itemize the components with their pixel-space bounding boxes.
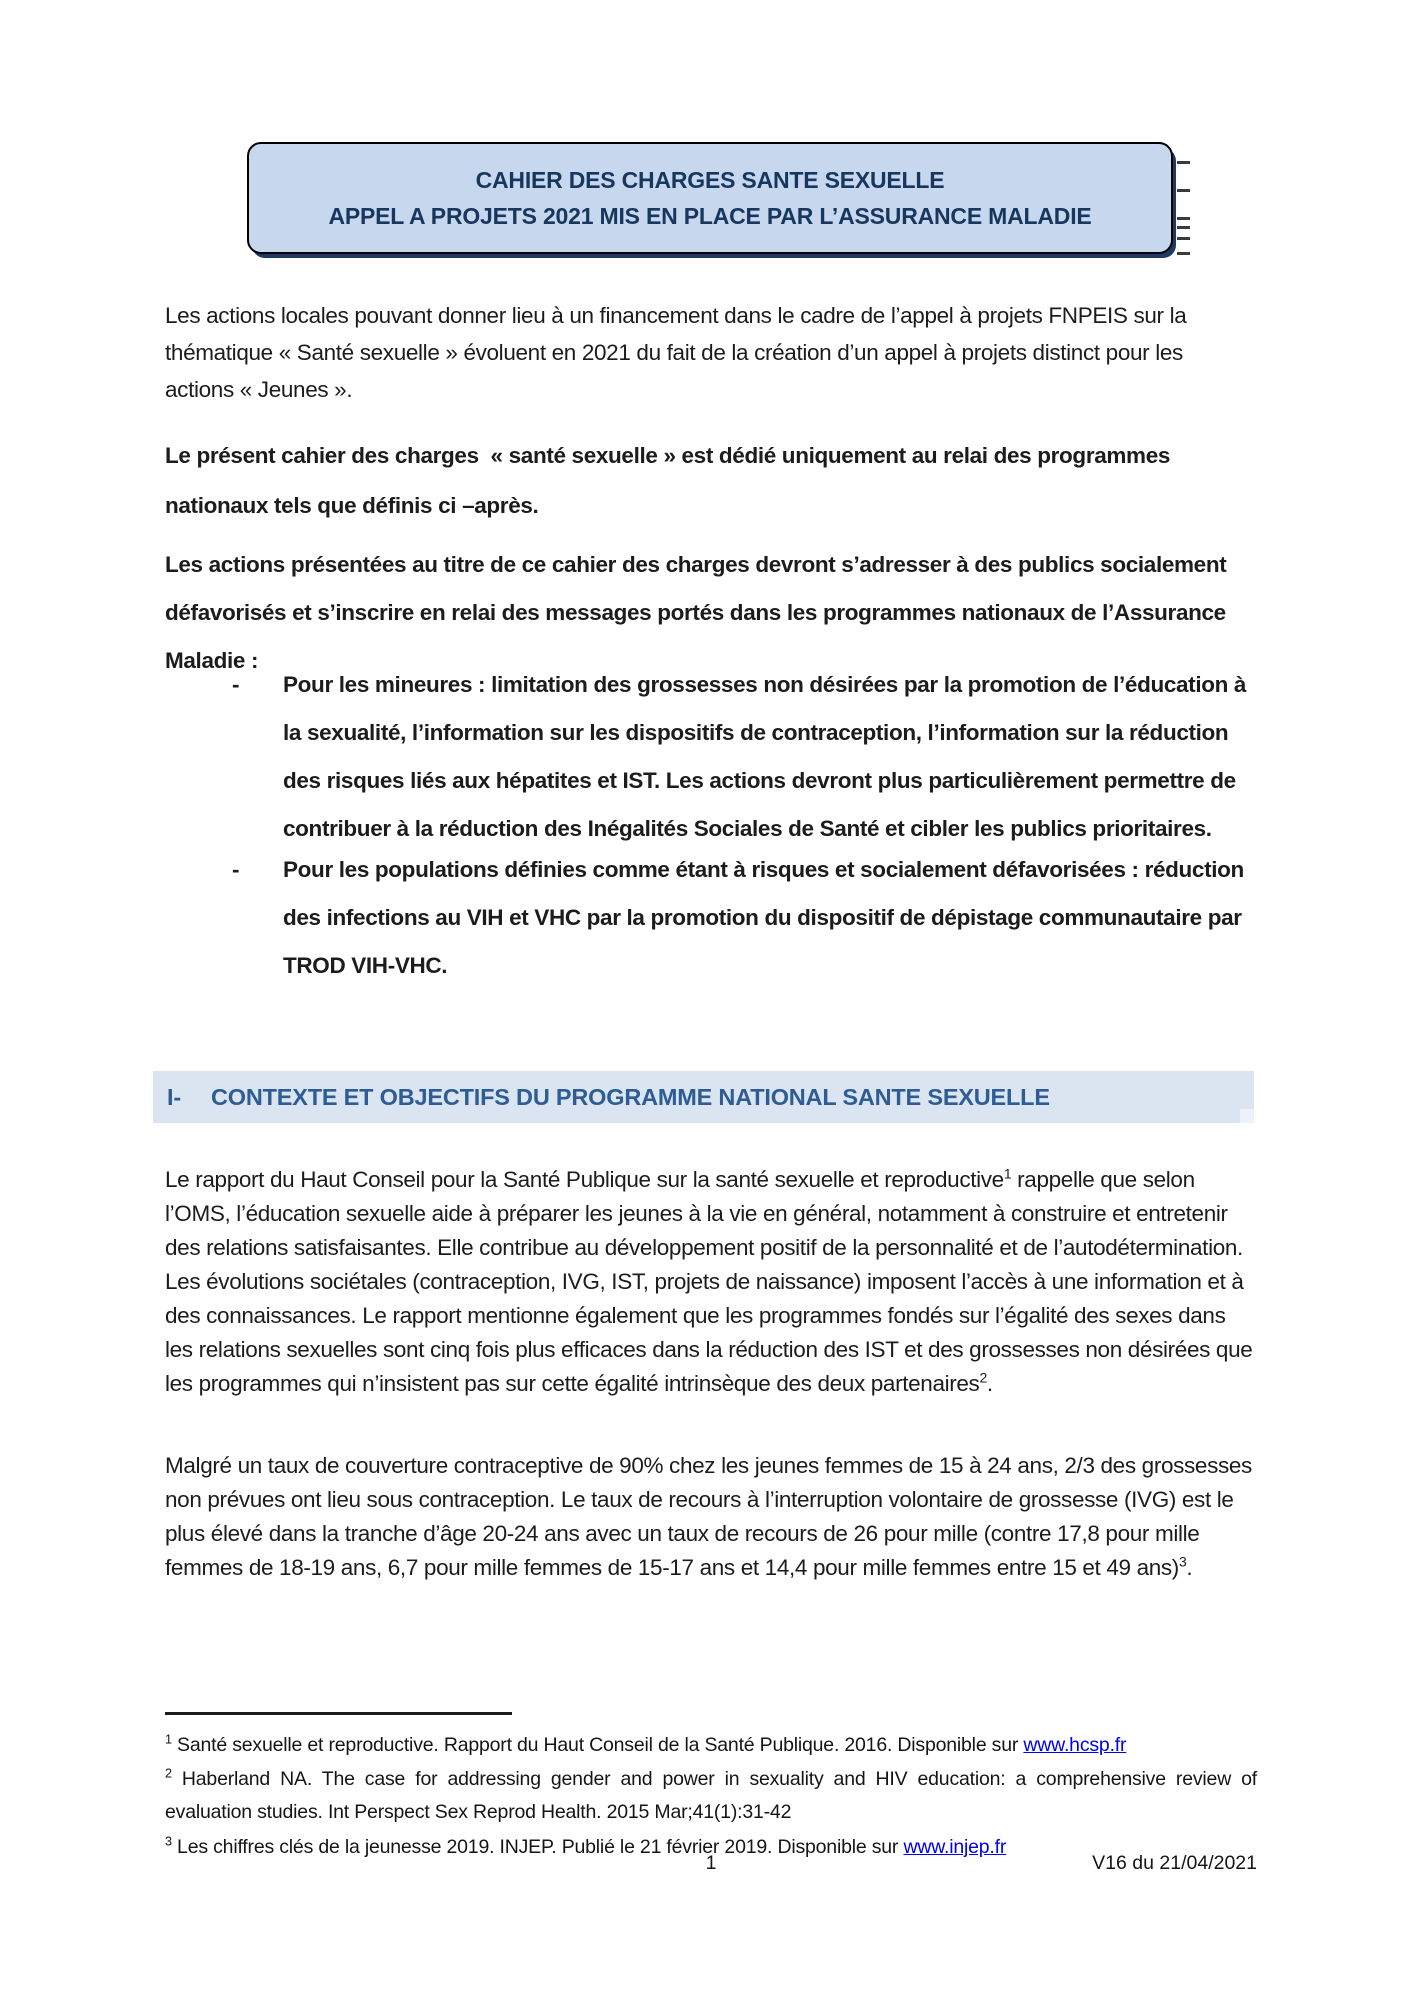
footnote-text: Haberland NA. The case for addressing gender and power in sexuality and HIV education: a comprehensive review of evaluation studies. Int Perspect Sex Reprod Health. 2015 Mar;41(1):31-42 [165,1768,1263,1823]
paragraph-intro: Les actions locales pouvant donner lieu à un financement dans le cadre de l’appel à projets FNPEIS sur la thématique « Santé sexuelle » évoluent en 2021 du fait de la création d’un appel à projets distinct pour les actions « Jeunes ». [165,303,1193,402]
list-item-text: Pour les populations définies comme étant à risques et socialement défavorisées : réduction des infections au VIH et VHC par la promotion du dispositif de dépistage communautaire par TROD VIH-VHC. [283,857,1250,978]
document-title-line2: APPEL A PROJETS 2021 MIS EN PLACE PAR L’ASSURANCE MALADIE [328,202,1092,229]
paragraph-context-2 [165,1449,1257,1585]
document-title-line1: CAHIER DES CHARGES SANTE SEXUELLE [475,166,945,193]
body-text: Malgré un taux de couverture contraceptive de 90% chez les jeunes femmes de 15 à 24 ans, 2/3 des grossesses non prévues ont lieu sous contraception. Le taux de recours à l’interruption volontaire de grossesse (IVG) est le plus élevé dans la tranche d’âge 20-24 ans avec un taux de recours de 26 pour mille (contre 17,8 pour mille femmes de 18-19 ans, 6,7 pour mille femmes de 15-17 ans et 14,4 pour mille femmes entre 15 et 49 ans) [165,1453,1258,1580]
footnote-ref-2: 2 [979,1369,987,1386]
footnote-separator [165,1712,512,1715]
footnote-text: Les chiffres clés de la jeunesse 2019. INJEP. Publié le 21 février 2019. Disponible sur [171,1836,904,1858]
bullet-dash: - [232,672,240,697]
page-number: 1 [705,1852,717,1874]
footnote-text: Santé sexuelle et reproductive. Rapport du Haut Conseil de la Santé Publique. 2016. Disponible sur [171,1734,1024,1756]
link-injep[interactable]: www.injep.fr [903,1836,1007,1858]
footnote-ref-3: 3 [1178,1553,1187,1570]
body-text: rappelle que selon l’OMS, l’éducation sexuelle aide à préparer les jeunes à la vie en général, notamment à construire et entretenir des relations satisfaisantes. Elle contribue au développement positif de la personnalité et de l’autodétermination. Les évolutions sociétales (contraception, IVG, IST, projets de naissance) imposent l’accès à une information et à des connaissances. Le rapport mentionne également que les programmes fondés sur l’égalité des sexes dans les relations sexuelles sont cinq fois plus efficaces dans la réduction des IST et des grossesses non désirées que les programmes qui n’insistent pas sur cette égalité intrinsèque des deux partenaires [165,1167,1259,1396]
version-label: V16 du 21/04/2021 [1092,1852,1257,1874]
body-text: Le rapport du Haut Conseil pour la Santé Publique sur la santé sexuelle et reproductive [165,1167,1004,1192]
list-item-text: Pour les mineures : limitation des grossesses non désirées par la promotion de l’éducation à la sexualité, l’information sur les dispositifs de contraception, l’information sur la réduction des risques liés aux hépatites et IST. Les actions devront plus particulièrement permettre de contribuer à la réduction des Inégalités Sociales de Santé et cibler les publics prioritaires. [283,672,1252,841]
footnote-marker: 3 [165,1834,172,1849]
body-text: . [986,1371,993,1396]
paragraph-publics: Les actions présentées au titre de ce cahier des charges devront s’adresser à des publics socialement défavorisés et s’inscrire en relai des messages portés dans les programmes nationaux de l’Assurance Maladie : [165,552,1233,673]
section-title: CONTEXTE ET OBJECTIFS DU PROGRAMME NATIONAL SANTE SEXUELLE [211,1083,1050,1110]
footnote-marker: 1 [165,1732,172,1747]
body-text: . [1186,1555,1193,1580]
footnote-2 [165,1763,1263,1829]
title-box [247,142,1173,254]
section-heading [153,1071,1254,1123]
link-hcsp[interactable]: www.hcsp.fr [1023,1734,1127,1756]
page-footer [165,1852,1257,1875]
footnote-marker: 2 [165,1766,172,1781]
paragraph-scope: Le présent cahier des charges « santé sexuelle » est dédié uniquement au relai des programmes nationaux tels que définis ci –après. [165,443,1176,518]
paragraph-context-1 [165,1163,1257,1401]
bullet-dash: - [232,857,240,882]
list-item-mineures [165,661,1257,853]
footnote-ref-1: 1 [1003,1165,1012,1182]
footnote-1 [165,1729,1257,1762]
list-item-populations [165,846,1257,990]
band-corner-notch [1240,1109,1254,1123]
section-number: I- [167,1083,181,1110]
